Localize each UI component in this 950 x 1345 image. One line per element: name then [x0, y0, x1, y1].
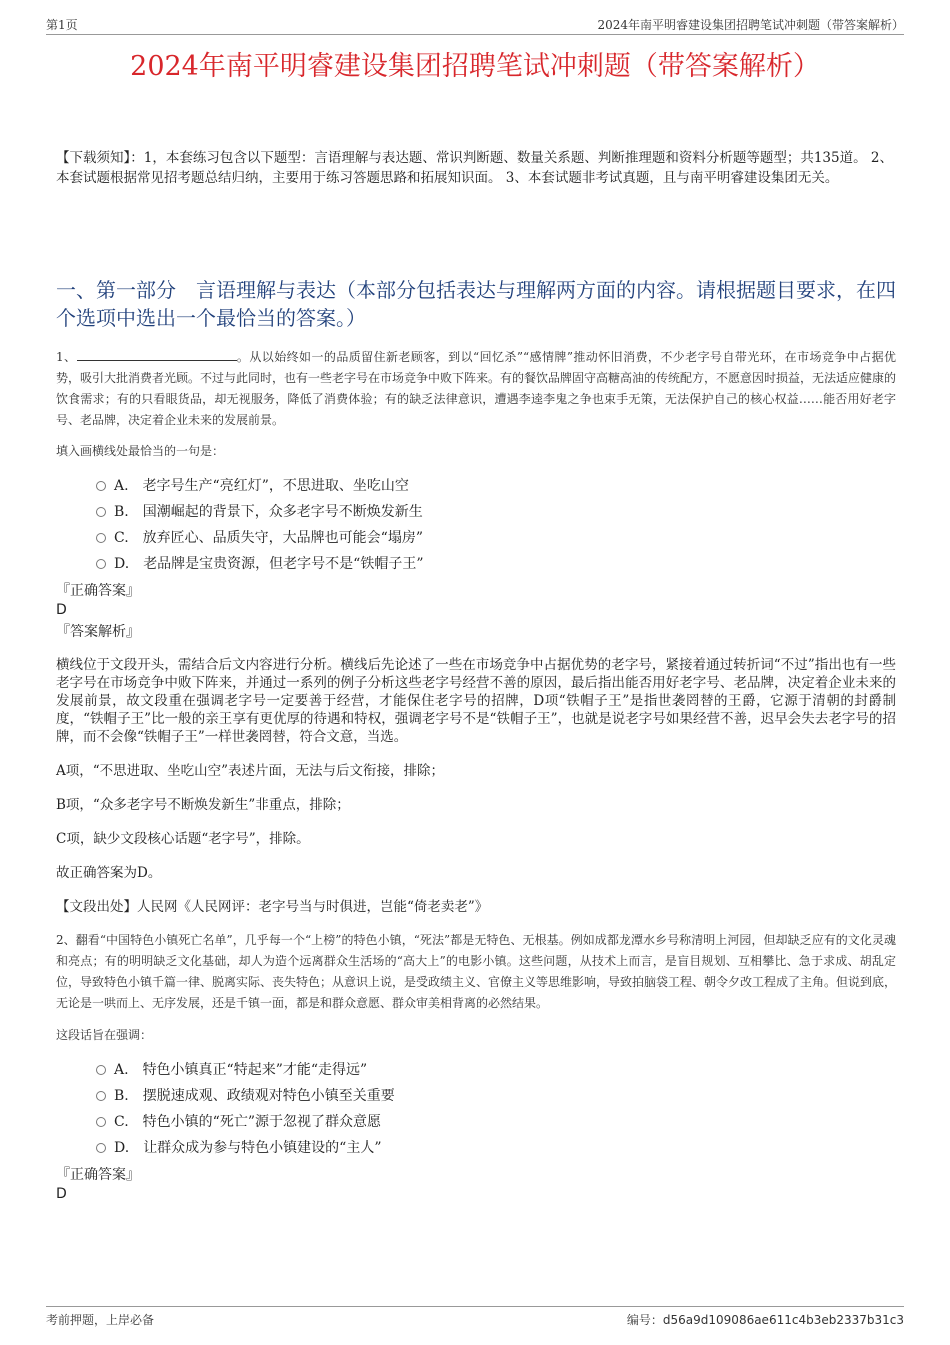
source-citation: 【文段出处】人民网《人民网评：老字号当与时俱进，岂能“倚老卖老”》 [56, 899, 489, 915]
radio-icon[interactable] [96, 481, 106, 491]
analysis-label: 『答案解析』 [56, 624, 140, 640]
option-c[interactable]: C. 放弃匠心、品质失守，大品牌也可能会“塌房” [96, 525, 424, 551]
radio-icon[interactable] [96, 507, 106, 517]
analysis-paragraph: A项，“不思进取、坐吃山空”表述片面，无法与后文衔接，排除； [56, 763, 445, 779]
page-header [46, 14, 904, 35]
option-c[interactable]: C. 特色小镇的“死亡”源于忽视了群众意愿 [96, 1109, 395, 1135]
answer-label: 『正确答案』 [56, 583, 140, 599]
question-2-stem: 这段话旨在强调： [56, 1028, 153, 1042]
radio-icon[interactable] [96, 533, 106, 543]
download-notice: 【下载须知】：1，本套练习包含以下题型：言语理解与表达题、常识判断题、数量关系题、判断推理题和资料分析题等题型；共135道。 2、本套试题根据常见招考题总结归纳，主要用于练习答题思路和拓展知识面。 3、本套试题非考试真题，且与南平明睿建设集团无关。 [56, 150, 893, 186]
analysis-paragraph: 横线位于文段开头，需结合后文内容进行分析。横线后先论述了一些在市场竞争中占据优势的老字号，紧接着通过转折词“不过”指出也有一些老字号在市场竞争中败下阵来，并通过一系列的例子分析这些老字号经营不善的原因，最后指出能否用好老字号、老品牌，决定着企业未来的发展前景，故文段重在强调老字号一定要善于经营，才能保住老字号的招牌，D项“铁帽子王”是指世袭罔替的王爵，它源于清朝的封爵制度，“铁帽子王”比一般的亲王享有更优厚的待遇和特权，强调老字号不是“铁帽子王”，也就是说老字号如果经营不善，迟早会失去老字号的招牌，而不会像“铁帽子王”一样世袭罔替，符合文意，当选。 [56, 657, 896, 745]
option-a[interactable]: A. 老字号生产“亮红灯”，不思进取、坐吃山空 [96, 473, 424, 499]
page-footer [46, 1306, 904, 1327]
radio-icon[interactable] [96, 559, 106, 569]
radio-icon[interactable] [96, 1117, 106, 1127]
option-d[interactable]: D. 让群众成为参与特色小镇建设的“主人” [96, 1135, 395, 1161]
document-title: 2024年南平明睿建设集团招聘笔试冲刺题（带答案解析） [130, 51, 820, 82]
question-1-options [96, 473, 424, 577]
answer-value: D [56, 1186, 67, 1202]
analysis-paragraph: 故正确答案为D。 [56, 865, 162, 881]
option-b[interactable]: B. 国潮崛起的背景下，众多老字号不断焕发新生 [96, 499, 424, 525]
radio-icon[interactable] [96, 1091, 106, 1101]
footer-code: 编号：d56a9d109086ae611c4b3eb2337b31c3 [626, 1313, 904, 1327]
header-doc-title: 2024年南平明睿建设集团招聘笔试冲刺题（带答案解析） [597, 18, 904, 32]
analysis-text [56, 656, 896, 932]
answer-value: D [56, 602, 67, 618]
question-1-number: 1、 [56, 350, 77, 364]
option-b[interactable]: B. 摆脱速成观、政绩观对特色小镇至关重要 [96, 1083, 395, 1109]
analysis-paragraph: C项，缺少文段核心话题“老字号”，排除。 [56, 831, 310, 847]
footer-slogan: 考前押题，上岸必备 [46, 1313, 155, 1327]
option-d[interactable]: D. 老品牌是宝贵资源，但老字号不是“铁帽子王” [96, 551, 424, 577]
page-number: 第1页 [46, 18, 78, 32]
analysis-paragraph: B项，“众多老字号不断焕发新生”非重点，排除； [56, 797, 350, 813]
question-2-passage: 2、翻看“中国特色小镇死亡名单”，几乎每一个“上榜”的特色小镇，“死法”都是无特色、无根基。例如成都龙潭水乡号称清明上河园，但却缺乏应有的文化灵魂和亮点；有的明明缺乏文化基础，却人为造个远离群众生活场的“高大上”的电影小镇。这些问题，从技术上而言，是盲目规划、互相攀比、急于求成、胡乱定位，导致特色小镇千篇一律、脱离实际、丧失特色；从意识上说，是受政绩主义、官僚主义等思维影响，导致拍脑袋工程、朝令夕改工程成了主角。但说到底，无论是一哄而上、无序发展，还是千镇一面，都是和群众意愿、群众审美相背离的必然结果。 [56, 933, 897, 1010]
question-1-stem: 填入画横线处最恰当的一句是： [56, 444, 225, 458]
question-1-passage [56, 346, 896, 431]
question-2-options [96, 1057, 395, 1161]
option-a[interactable]: A. 特色小镇真正“特起来”才能“走得远” [96, 1057, 395, 1083]
fill-blank [77, 346, 237, 361]
radio-icon[interactable] [96, 1143, 106, 1153]
section-heading: 一、第一部分 言语理解与表达（本部分包括表达与理解两方面的内容。请根据题目要求，在四个选项中选出一个最恰当的答案。） [56, 278, 896, 330]
radio-icon[interactable] [96, 1065, 106, 1075]
question-1-text: 。从以始终如一的品质留住新老顾客，到以“回忆杀”“感情牌”推动怀旧消费，不少老字号自带光环，在市场竞争中占据优势，吸引大批消费者光顾。不过与此同时，也有一些老字号在市场竞争中败下阵来。有的餐饮品牌固守高糖高油的传统配方，不愿意因时损益，无法适应健康的饮食需求；有的只看眼货品，却无视服务，降低了消费体验；有的缺乏法律意识，遭遇李逵李鬼之争也束手无策，无法保护自己的核心权益……能否用好老字号、老品牌，决定着企业未来的发展前景。 [56, 350, 897, 427]
answer-label: 『正确答案』 [56, 1167, 140, 1183]
